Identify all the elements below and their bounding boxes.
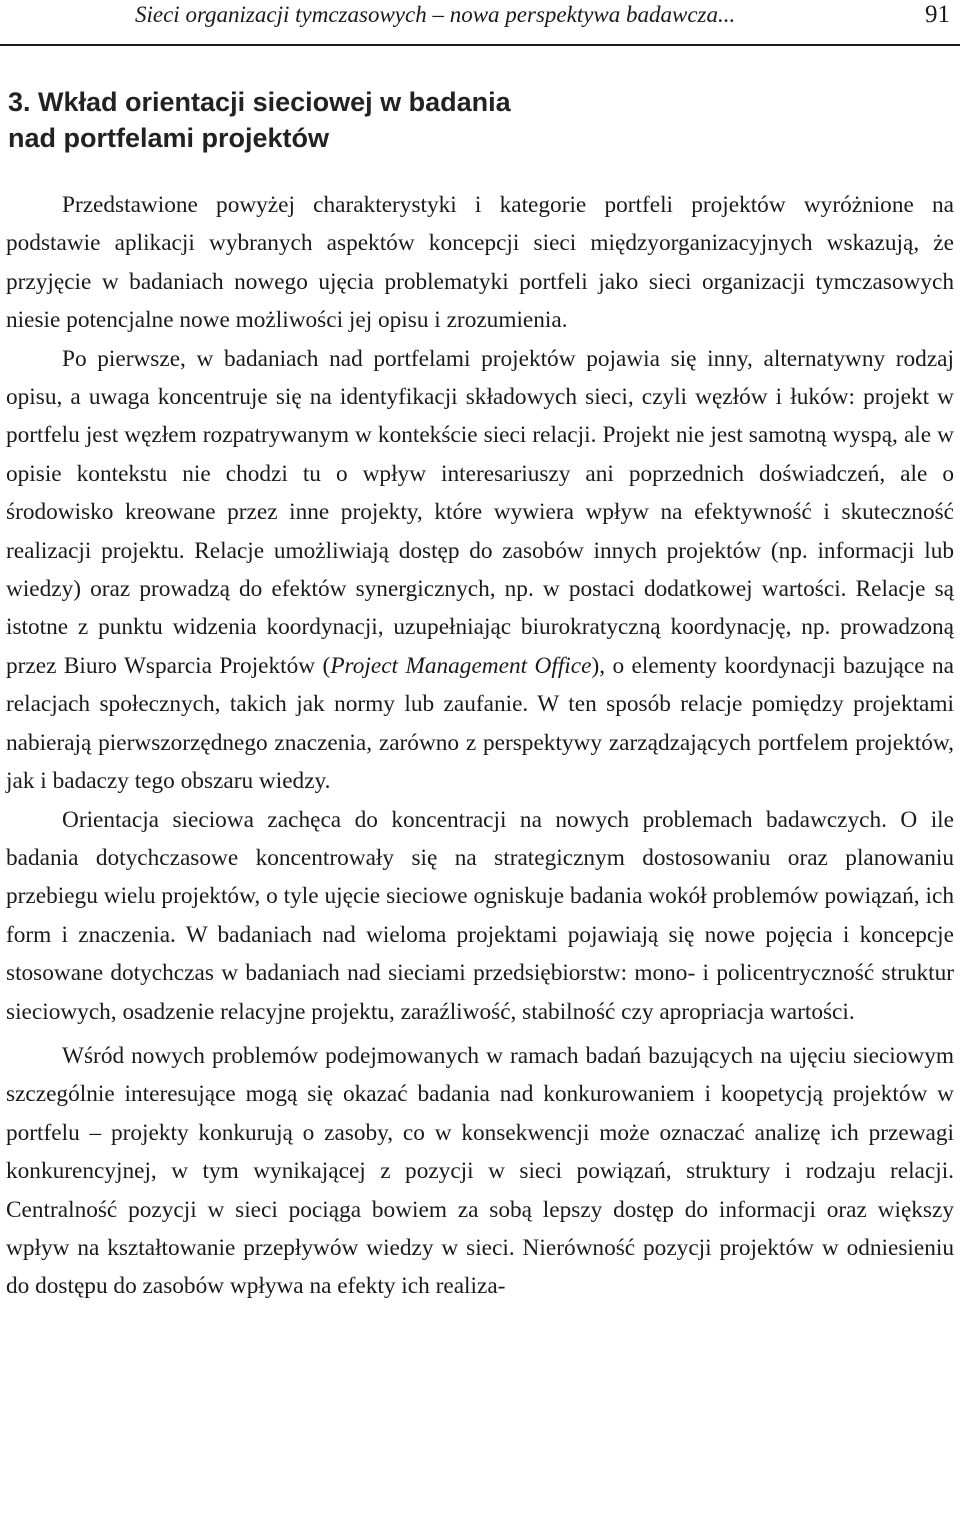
paragraph-2 [6, 340, 954, 801]
paragraph-3 [6, 801, 954, 1031]
paragraph-3-text: Orientacja sieciowa zachęca do koncentracji na nowych problemach badawczych. O ile badania dotychczasowe koncentrowały się na strategicznym dostosowaniu oraz planowaniu przebiegu wielu projektów, o tyle ujęcie sieciowe ogniskuje badania wokół problemów powiązań, ich form i znaczenia. W badaniach nad wieloma projektami pojawiają się nowe pojęcia i koncepcje stosowane dotychczas w badaniach nad sieciami przedsiębiorstw: mono- i policentryczność struktur sieciowych, osadzenie relacyjne projektu, zaraźliwość, stabilność czy apropriacja wartości. [6, 806, 954, 1025]
paragraph-1 [6, 186, 954, 340]
section-title [8, 84, 908, 156]
page-number: 91 [925, 1, 950, 28]
running-header [0, 0, 960, 46]
paragraph-2-italic-term: Project Management Office [330, 652, 592, 679]
section-title-line-2: nad portfelami projektów [8, 123, 330, 153]
running-title: Sieci organizacji tymczasowych – nowa perspektywa badawcza... [135, 2, 736, 27]
paragraph-2-text-start: Po pierwsze, w badaniach nad portfelami projektów pojawia się inny, alternatywny rodzaj opisu, a uwaga koncentruje się na identyfikacji składowych sieci, czyli węzłów i łuków: projekt w portfelu jest węzłem rozpatrywanym w kontekście sieci relacji. Projekt nie jest samotną wyspą, ale w opisie kontekstu nie chodzi tu o wpływ interesariuszy ani poprzednich doświadczeń, ale o środowisko kreowane przez inne projekty, które wywiera wpływ na efektywność i skuteczność realizacji projektu. Relacje umożliwiają dostęp do zasobów innych projektów (np. informacji lub wiedzy) oraz prowadzą do efektów synergicznych, np. w postaci dodatkowej wartości. Relacje są istotne z punktu widzenia koordynacji, uzupełniając biurokratyczną koordynację, np. prowadzoną przez Biuro Wsparcia Projektów ( [6, 345, 954, 679]
paragraph-1-text: Przedstawione powyżej charakterystyki i kategorie portfeli projektów wyróżnione na podstawie aplikacji wybranych aspektów koncepcji sieci międzyorganizacyjnych wskazują, że przyjęcie w badaniach nowego ujęcia problematyki portfeli jako sieci organizacji tymczasowych niesie potencjalne nowe możliwości jej opisu i zrozumienia. [6, 192, 954, 334]
section-title-line-1: 3. Wkład orientacji sieciowej w badania [8, 87, 511, 117]
paragraph-4 [6, 1037, 954, 1306]
body-text [6, 186, 954, 1306]
paragraph-4-text: Wśród nowych problemów podejmowanych w ramach badań bazujących na ujęciu sieciowym szczególnie interesujące mogą się okazać badania nad konkurowaniem i koopetycją projektów w portfelu – projekty konkurują o zasoby, co w konsekwencji może oznaczać analizę ich przewagi konkurencyjnej, w tym wynikającej z pozycji w sieci powiązań, struktury i rodzaju relacji. Centralność pozycji w sieci pociąga bowiem za sobą lepszy dostęp do informacji oraz większy wpływ na kształtowanie przepływów wiedzy w sieci. Nierówność pozycji projektów w odniesieniu do dostępu do zasobów wpływa na efekty ich realiza- [6, 1042, 954, 1300]
paragraph-2-text-end: ), o elementy koordynacji bazujące na relacjach społecznych, takich jak normy lub zaufanie. W ten sposób relacje pomiędzy projektami nabierają pierwszorzędnego znaczenia, zarówno z perspektywy zarządzających portfelem projektów, jak i badaczy tego obszaru wiedzy. [6, 652, 954, 795]
